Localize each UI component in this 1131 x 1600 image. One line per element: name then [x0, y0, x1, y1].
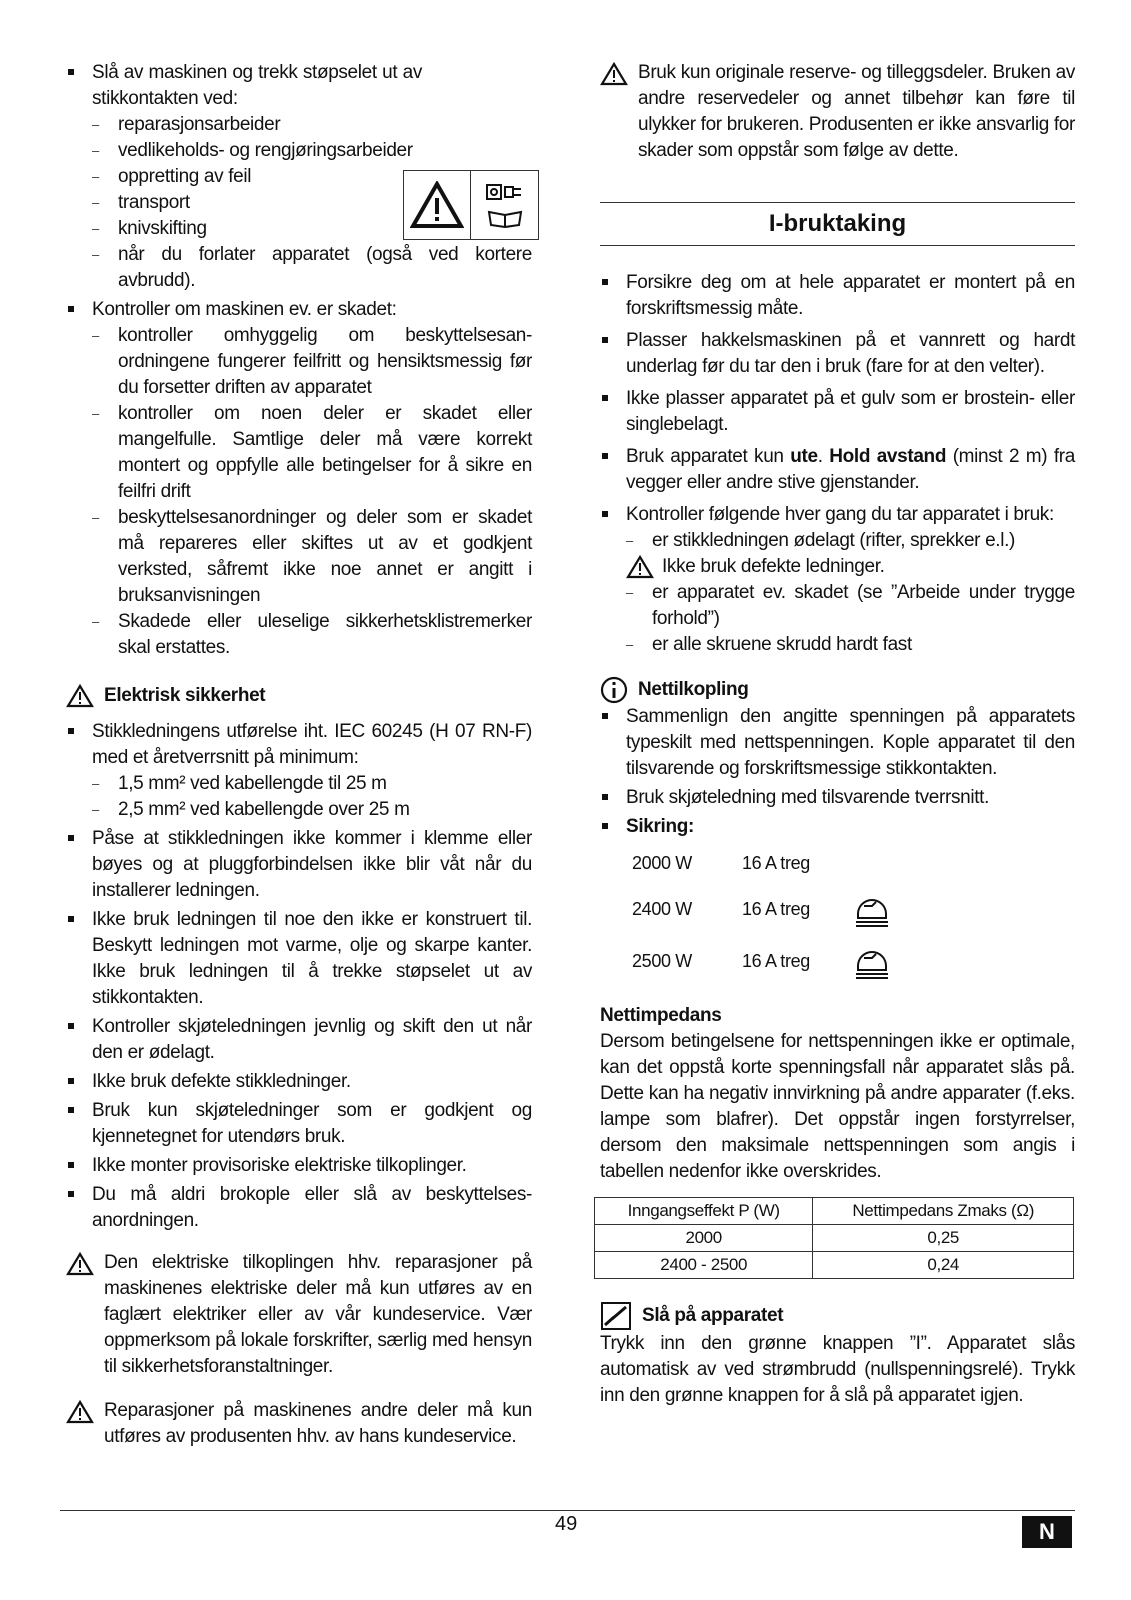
list-item: Plasser hakkelsmaskinen på et vannrett og hardt underlag før du tar den i bruk (fare for at den velter).: [600, 328, 1075, 380]
list-item: – kontroller om noen deler er skadet eller mangelfulle. Samtlige deler må være korrekt montert og oppfylle alle betingelser for å sikre en feilfri drift: [92, 401, 532, 505]
list-item: – 2,5 mm² ved kabellengde over 25 m: [92, 797, 532, 823]
list-item: Ikke bruk defekte stikkledninger.: [66, 1069, 532, 1095]
list-item: Ikke monter provisoriske elektriske tilkoplinger.: [66, 1153, 532, 1179]
impedance-heading: Nettimpedans: [600, 1005, 722, 1026]
switch-on-text: Trykk inn den grønne knappen ”I”. Apparatet slås automatisk av ved strømbrudd (nullspenningsrelé). Trykk inn den grønne knappen for å slå på apparatet igjen.: [600, 1333, 1075, 1406]
footer-divider: [60, 1510, 1075, 1511]
fuse-row: 2000 W 16 A treg: [632, 853, 810, 873]
inline-warning: Ikke bruk defekte ledninger.: [626, 554, 1075, 580]
list-item: – vedlikeholds- og rengjøringsarbeider: [92, 138, 532, 164]
list-item: Forsikre deg om at hele apparatet er montert på en forskriftsmessig måte.: [600, 270, 1075, 322]
warning-icon: [600, 62, 628, 86]
list-item: Sikring:: [600, 814, 1075, 840]
page-number: 49: [555, 1513, 578, 1535]
list-item: – når du forlater apparatet (også ved kortere avbrudd).: [92, 242, 532, 294]
list-item: Bruk skjøteledning med tilsvarende tverrsnitt.: [600, 785, 1075, 811]
right-column: [600, 60, 1075, 1409]
warning-paragraph: Reparasjoner på maskinenes andre deler må kun utføres av produsenten hhv. av hans kundeservice.: [66, 1398, 532, 1450]
list-item: Ikke bruk ledningen til noe den ikke er konstruert til. Beskytt ledningen mot varme, olje og skarpe kanter. Ikke bruk ledningen til å trekke støpselet ut av stikkontakten.: [66, 907, 532, 1011]
warning-icon: [66, 1252, 94, 1276]
list-item: – knivskifting: [92, 216, 532, 242]
list-item: Kontroller om maskinen ev. er skadet: – kontroller omhyggelig om beskyttelsesan-ordningene fungerer feilfritt og hensiktsmessig før du forsetter driften av apparatet – kontroller om noen deler er skadet eller mangelfulle. Samtlige deler må være korrekt montert og oppfylle alle betingelser for å sikre en feilfri drift – beskyttelsesanordninger og deler som er skadet må repareres eller skiftes ut av et godkjent verksted, såfremt ikke noe annet er angitt i bruksanvisningen – Skadede eller uleselige sikkerhetsklistremerker skal erstattes.: [66, 297, 532, 661]
table-header: Inngangseffekt P (W): [595, 1198, 813, 1225]
section-title-bar: [600, 202, 1075, 246]
list-item: Slå av maskinen og trekk støpselet ut av stikkontakten ved: – reparasjonsarbeider – vedlikeholds- og rengjøringsarbeider – oppretting av feil – transport – knivskifting – når du forlater apparatet (også ved kortere avbrudd).: [66, 60, 532, 294]
list-item: Du må aldri brokople eller slå av beskyttelses-anordningen.: [66, 1182, 532, 1234]
list-item: Kontroller skjøteledningen jevnlig og skift den ut når den er ødelagt.: [66, 1014, 532, 1066]
list-item: – kontroller omhyggelig om beskyttelsesan-ordningene fungerer feilfritt og hensiktsmessig før du forsetter driften av apparatet: [92, 323, 532, 401]
list-item: – er apparatet ev. skadet (se ”Arbeide under trygge forhold”): [626, 580, 1075, 632]
language-badge: N: [1022, 1516, 1072, 1548]
list-item: – er stikkledningen ødelagt (rifter, sprekker e.l.): [626, 528, 1075, 554]
list-item: Bruk apparatet kun ute. Hold avstand (minst 2 m) fra vegger eller andre stive gjenstander.: [600, 444, 1075, 496]
list-item: Påse at stikkledningen ikke kommer i klemme eller bøyes og at pluggforbindelsen ikke blir våt når du installerer ledningen.: [66, 826, 532, 904]
table-row: 2400 - 2500 0,24: [595, 1252, 1074, 1279]
list-item: Sammenlign den angitte spenningen på apparatets typeskilt med nettspenningen. Kople apparatet til den tilsvarende og forskriftsmessige stikkontakten.: [600, 704, 1075, 782]
impedance-table: [594, 1197, 1074, 1279]
list-item: – reparasjonsarbeider: [92, 112, 532, 138]
fuse-row: 2400 W 16 A treg: [600, 883, 1075, 935]
list-item: – beskyttelsesanordninger og deler som er skadet må repareres eller skiftes ut av et godkjent verksted, såfremt ikke noe annet er angitt i bruksanvisningen: [92, 505, 532, 609]
circuit-breaker-icon: [852, 890, 892, 928]
table-header: Nettimpedans Zmaks (Ω): [813, 1198, 1074, 1225]
fuse-table: [600, 843, 1075, 987]
list-item: Kontroller følgende hver gang du tar apparatet i bruk: – er stikkledningen ødelagt (rifter, sprekker e.l.) Ikke bruk defekte ledninger. – er apparatet ev. skadet (se ”Arbeide under trygge forhold”) – er alle skruene skrudd hardt fast: [600, 502, 1075, 658]
list-item: – Skadede eller uleselige sikkerhetsklistremerker skal erstattes.: [92, 609, 532, 661]
left-column: [66, 60, 532, 1450]
warning-icon: [66, 684, 94, 708]
table-row: 2000 0,25: [595, 1225, 1074, 1252]
warning-paragraph: Bruk kun originale reserve- og tilleggsdeler. Bruken av andre reservedeler og annet tilbehør kan føre til ulykker for brukeren. Produsenten er ikke ansvarlig for skader som oppstår som følge av dette.: [600, 60, 1075, 164]
list-item: Bruk kun skjøteledninger som er godkjent og kjennetegnet for utendørs bruk.: [66, 1098, 532, 1150]
list-item: – er alle skruene skrudd hardt fast: [626, 632, 1075, 658]
section-title: I-bruktaking: [768, 210, 907, 237]
info-icon: [600, 676, 628, 704]
impedance-text: Dersom betingelsene for nettspenningen ikke er optimale, kan det oppstå korte spenningsfall når apparatet slås på. Dette kan ha negativ innvirkning på andre apparater (f.eks. lampe som blafrer). Det oppstår ingen forstyrrelser, dersom den maksimale nettspenningen som angis i tabellen nedenfor ikke overskrides.: [600, 1031, 1075, 1182]
warning-icon: [66, 1400, 94, 1424]
list-item: – oppretting av feil: [92, 164, 532, 190]
fuse-row: 2500 W 16 A treg: [600, 935, 1075, 987]
elec-safety-heading: Elektrisk sikkerhet: [66, 683, 532, 709]
list-item: Ikke plasser apparatet på et gulv som er brostein- eller singlebelagt.: [600, 386, 1075, 438]
list-item: – 1,5 mm² ved kabellengde til 25 m: [92, 771, 532, 797]
warning-paragraph: Den elektriske tilkoplingen hhv. reparasjoner på maskinenes elektriske deler må kun utføres av en faglært elektriker eller av vår kundeservice. Vær oppmerksom på lokale forskrifter, særlig med hensyn til sikkerhetsforanstaltninger.: [66, 1250, 532, 1380]
warning-icon: [626, 555, 654, 579]
list-item: – transport: [92, 190, 532, 216]
net-connection-heading: Nettilkopling: [600, 676, 1075, 704]
list-item: Stikkledningens utførelse iht. IEC 60245 (H 07 RN-F) med et åretverrsnitt på minimum: – 1,5 mm² ved kabellengde til 25 m – 2,5 mm² ved kabellengde over 25 m: [66, 719, 532, 823]
switch-on-icon: [600, 1301, 632, 1331]
circuit-breaker-icon: [852, 942, 892, 980]
switch-on-heading: Slå på apparatet: [600, 1301, 1075, 1331]
